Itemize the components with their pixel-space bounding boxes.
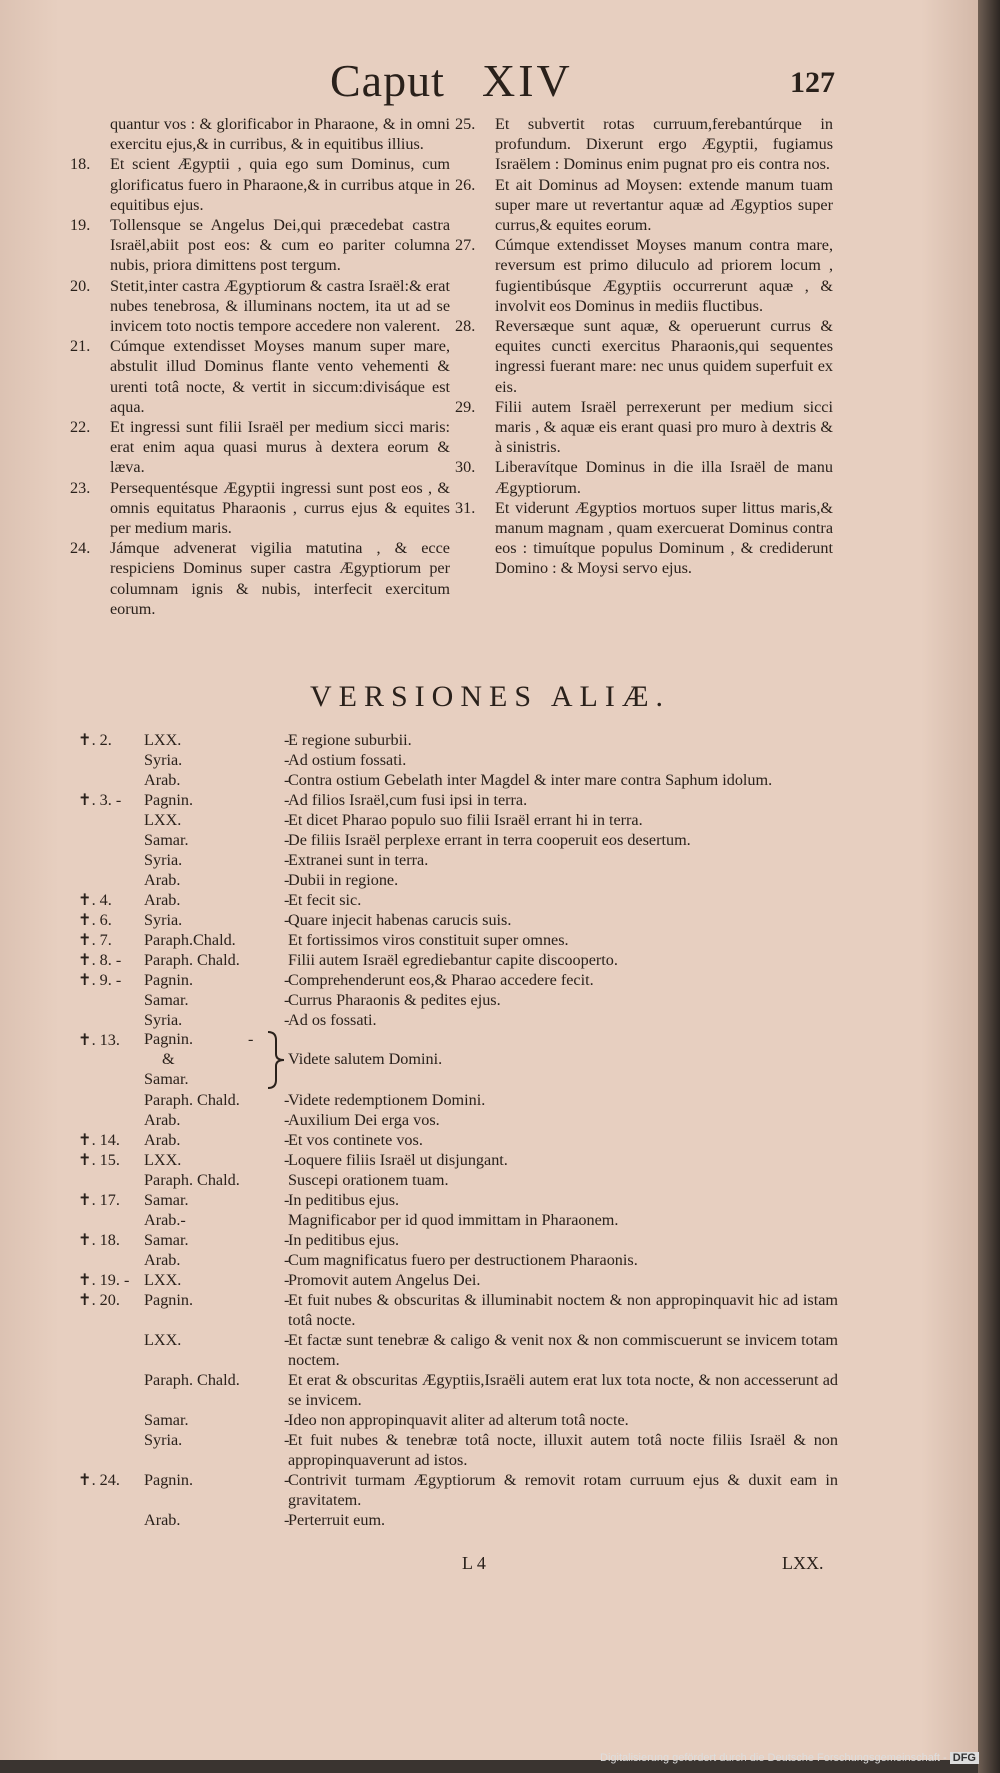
version-source: Arab. — [144, 771, 181, 789]
running-title: Caput — [330, 55, 445, 106]
version-source: Pagnin. — [144, 971, 194, 989]
verse-number: 30. — [455, 458, 476, 477]
version-dash: - — [284, 1331, 290, 1349]
version-source: Paraph. Chald. — [144, 951, 240, 969]
version-text: Et fuit nubes & tenebræ totâ nocte, illuxit autem totâ nocte filiis Israël & non appropinquaverunt ad istos. — [288, 1431, 838, 1469]
verse — [70, 478, 450, 539]
version-row — [78, 910, 838, 930]
version-dash: - — [284, 1111, 290, 1129]
verse-number: 23. — [70, 478, 91, 497]
version-row — [78, 1330, 838, 1370]
version-text: Dubii in regione. — [288, 871, 399, 889]
version-dash: - — [284, 1131, 290, 1149]
verse-text: Et scient Ægyptii , quia ego sum Dominus, cum glorificatus fuero in Pharaone,& in curribus atque in equitibus ejus. — [110, 155, 450, 214]
version-source: Arab. — [144, 1251, 181, 1269]
version-text: Perterruit eum. — [288, 1511, 386, 1529]
version-row — [78, 1150, 838, 1170]
verse — [70, 154, 450, 215]
version-source: Syria. — [144, 1431, 183, 1449]
version-source: Arab. — [144, 891, 181, 909]
verse-number: 20. — [70, 276, 91, 295]
credit-text: Digitalisierung gefördert durch die Deutsche Forschungsgemeinschaft - — [600, 1752, 947, 1764]
version-source: Arab. — [144, 871, 181, 889]
verse-number: 31. — [455, 498, 476, 517]
version-text: Ideo non appropinquavit aliter ad alterum totâ nocte. — [288, 1411, 629, 1429]
verse-ref: ✝. 20. — [78, 1291, 120, 1309]
version-text: Comprehenderunt eos,& Pharao accedere fecit. — [288, 971, 594, 989]
section-title: VERSIONES ALIÆ. — [309, 680, 670, 713]
verse-ref: ✝. 4. — [78, 891, 112, 909]
verse-ref: ✝. 17. — [78, 1191, 120, 1209]
verse-text: Reversæque sunt aquæ, & operuerunt currus & equites cuncti exercitus Pharaonis,qui sequentes ingressi fuerant mare: nec unus quidem superfuit ex eis. — [495, 317, 833, 396]
version-text: Videte salutem Domini. — [288, 1050, 443, 1068]
right-text-column — [455, 114, 833, 579]
version-row — [78, 1430, 838, 1470]
version-source: LXX. — [144, 1151, 182, 1169]
version-text: Auxilium Dei erga vos. — [288, 1111, 440, 1129]
digitization-credit — [600, 1752, 979, 1764]
version-source-amp: & — [162, 1050, 175, 1068]
version-text: Loquere filiis Israël ut disjungant. — [288, 1151, 508, 1169]
version-text: Quare injecit habenas carucis suis. — [288, 911, 512, 929]
version-text: E regione suburbii. — [288, 731, 412, 749]
verse-ref: ✝. 9. - — [78, 971, 122, 989]
verse-number: 28. — [455, 317, 476, 336]
verse — [70, 336, 450, 417]
chapter-numeral: XIV — [482, 55, 573, 106]
verse-ref: ✝. 15. — [78, 1151, 120, 1169]
verse-text: Et viderunt Ægyptios mortuos super littus maris,& manum magnam , quam exercuerat Dominus contra eos : timuítque populus Dominum , & crediderunt Domino : & Moysi servo ejus. — [495, 498, 833, 578]
version-source: Samar. — [144, 991, 189, 1009]
version-row — [78, 1190, 838, 1210]
version-dash: - — [284, 1471, 290, 1489]
version-dash: - — [284, 911, 290, 929]
version-dash: - — [284, 831, 290, 849]
verse-ref: ✝. 14. — [78, 1131, 120, 1149]
version-text: Et vos continete vos. — [288, 1131, 423, 1149]
version-source: Pagnin. — [144, 791, 194, 809]
version-source: Paraph.Chald. — [144, 931, 236, 949]
version-dash: - — [284, 971, 290, 989]
version-row — [78, 1110, 838, 1130]
version-dash: - — [284, 1011, 290, 1029]
version-dash: - — [284, 1271, 290, 1289]
verse-number: 25. — [455, 115, 476, 133]
version-source: Arab. — [144, 1111, 181, 1129]
page-number: 127 — [790, 66, 835, 99]
verse-ref: ✝. 6. — [78, 911, 112, 929]
verse-ref: ✝. 19. - — [78, 1271, 130, 1289]
version-source: Pagnin. — [144, 1030, 194, 1048]
verse-number: 22. — [70, 418, 91, 437]
verse — [455, 498, 833, 579]
verse-ref: ✝. 24. — [78, 1471, 120, 1489]
version-row — [78, 870, 838, 890]
verse-text: Stetit,inter castra Ægyptiorum & castra Israël:& erat nubes tenebrosa, & illuminans noctem, ita ut ad se invicem toto noctis tempore accedere non valerent. — [110, 276, 450, 336]
version-row — [78, 1290, 838, 1330]
version-row — [78, 770, 838, 790]
version-source: Samar. — [144, 831, 189, 849]
verse — [70, 417, 450, 478]
version-row — [78, 1010, 838, 1030]
verse-number: 21. — [70, 337, 91, 356]
version-dash: - — [284, 811, 290, 829]
version-text: De filiis Israël perplexe errant in terra cooperuit eos desertum. — [288, 831, 691, 849]
version-text: Filii autem Israël egrediebantur capite discooperto. — [288, 951, 618, 969]
version-source: Samar. — [144, 1231, 189, 1249]
version-row — [78, 1270, 838, 1290]
version-source: Arab. — [144, 1131, 181, 1149]
version-row — [78, 930, 838, 950]
verse-number: 19. — [70, 216, 91, 235]
dfg-logo: DFG — [950, 1752, 979, 1764]
version-row — [78, 830, 838, 850]
version-dash: - — [284, 1251, 290, 1269]
version-row — [78, 1250, 838, 1270]
version-dash: - — [284, 791, 290, 809]
version-source: Syria. — [144, 751, 183, 769]
verse — [455, 114, 833, 175]
version-row — [78, 890, 838, 910]
version-source: Syria. — [144, 911, 183, 929]
verse-ref: ✝. 13. — [78, 1031, 120, 1049]
page-header — [0, 54, 980, 114]
version-dash: - — [284, 771, 290, 789]
verse-text: Liberavítque Dominus in die illa Israël de manu Ægyptiorum. — [495, 458, 833, 497]
version-source: LXX. — [144, 1271, 182, 1289]
version-row — [78, 1470, 838, 1510]
verse-text: quantur vos : & glorificabor in Pharaone, & in omni exercitu ejus,& in curribus, & in equitibus illius. — [110, 115, 450, 154]
verse-ref: ✝. 7. — [78, 931, 112, 949]
verse-number: 24. — [70, 539, 91, 558]
version-row — [78, 1230, 838, 1250]
version-text: Contra ostium Gebelath inter Magdel & inter mare contra Saphum idolum. — [288, 771, 773, 789]
version-dash: - — [248, 1030, 254, 1048]
verse-text: Et ingressi sunt filii Israël per medium sicci maris: erat enim aqua quasi murus à dextera eorum & læva. — [110, 418, 450, 477]
version-text: Et erat & obscuritas Ægyptiis,Israëli autem erat lux tota nocte, & non accesserunt ad se invicem. — [288, 1371, 838, 1409]
verse-text: Jámque advenerat vigilia matutina , & ecce respiciens Dominus super castra Ægyptiorum per columnam ignis & nubis, interfecit exercitum eorum. — [110, 539, 450, 618]
version-row — [78, 990, 838, 1010]
version-dash: - — [284, 891, 290, 909]
version-text: Et fuit nubes & obscuritas & illuminabit noctem & non appropinquavit hic ad istam totâ nocte. — [288, 1291, 838, 1329]
version-row — [78, 1510, 838, 1530]
version-row — [78, 1370, 838, 1410]
version-source: Pagnin. — [144, 1471, 194, 1489]
verse-text: Persequentésque Ægyptii ingressi sunt post eos , & omnis equitatus Pharaonis , currus ejus & equites per medium maris. — [110, 478, 450, 538]
version-text: Magnificabor per id quod immittam in Pharaonem. — [288, 1211, 619, 1229]
version-dash: - — [284, 1291, 290, 1309]
verse-ref: ✝. 18. — [78, 1231, 120, 1249]
version-text: Currus Pharaonis & pedites ejus. — [288, 991, 501, 1009]
version-dash: - — [284, 1231, 290, 1249]
version-text: Et fortissimos viros constituit super omnes. — [288, 931, 569, 949]
version-text: Contrivit turmam Ægyptiorum & removit rotam curruum ejus & duxit eam in gravitatem. — [288, 1471, 838, 1509]
page-footer — [0, 1553, 980, 1583]
verse-ref: ✝. 8. - — [78, 951, 122, 969]
version-source: LXX. — [144, 1331, 182, 1349]
version-row — [78, 790, 838, 810]
catchword: LXX. — [782, 1553, 824, 1573]
version-source: LXX. — [144, 811, 182, 829]
verse — [70, 114, 450, 154]
verse — [455, 175, 833, 236]
versions-table — [78, 730, 838, 1530]
page-edge — [978, 0, 1000, 1773]
verse-number: 18. — [70, 155, 91, 174]
version-dash: - — [284, 1411, 290, 1429]
verse — [455, 316, 833, 397]
version-row — [78, 750, 838, 770]
version-dash: - — [284, 1091, 290, 1109]
version-row — [78, 850, 838, 870]
version-dash: - — [284, 1191, 290, 1209]
verse — [70, 538, 450, 619]
version-row — [78, 1210, 838, 1230]
version-text: Cum magnificatus fuero per destructionem Pharaonis. — [288, 1251, 638, 1269]
version-source: Paraph. Chald. — [144, 1371, 240, 1389]
version-dash: - — [284, 751, 290, 769]
verse-text: Tollensque se Angelus Dei,qui præcedebat castra Israël,abiit post eos: & cum eo pariter columna nubis, priora dimittens post tergum. — [110, 216, 450, 275]
version-source: Arab.- — [144, 1211, 186, 1229]
verse-text: Cúmque extendisset Moyses manum contra mare, reversum est primo diluculo ad priorem locum , fugientibúsque Ægyptiis occurrerunt aquæ , & involvit eos Dominus in mediis fluctibus. — [495, 236, 833, 315]
verse-text: Filii autem Israël perrexerunt per medium sicci maris , & aquæ eis erant quasi pro muro à dextris & à sinistris. — [495, 397, 833, 457]
version-source: Arab. — [144, 1511, 181, 1529]
version-source: Samar. — [144, 1411, 189, 1429]
verse-number: 27. — [455, 236, 476, 255]
version-text: Ad ostium fossati. — [288, 751, 407, 769]
version-text: Promovit autem Angelus Dei. — [288, 1271, 481, 1289]
verse-number: 29. — [455, 397, 476, 416]
verse-text: Cúmque extendisset Moyses manum super mare, abstulit illud Dominus flante vento vehementi & urenti totâ nocte, & vertit in siccum:divisáque est aqua. — [110, 337, 450, 416]
version-text: Extranei sunt in terra. — [288, 851, 429, 869]
version-dash: - — [284, 991, 290, 1009]
verse-ref: ✝. 3. - — [78, 791, 122, 809]
verse — [455, 397, 833, 458]
verse — [70, 215, 450, 276]
version-text: Videte redemptionem Domini. — [288, 1091, 486, 1109]
version-source: Samar. — [144, 1070, 189, 1088]
left-text-column — [70, 114, 450, 619]
version-source: Syria. — [144, 851, 183, 869]
version-text: Ad os fossati. — [288, 1011, 377, 1029]
version-text: Et fecit sic. — [288, 891, 362, 909]
verse — [70, 276, 450, 337]
version-row — [78, 970, 838, 990]
version-dash: - — [284, 1151, 290, 1169]
verse-text: Et subvertit rotas curruum,ferebantúrque in profundum. Dixerunt ergo Ægyptii, fugiamus Israëlem : Dominus enim pugnat pro eis contra nos. — [495, 115, 833, 174]
version-dash: - — [284, 1511, 290, 1529]
verse-text: Et ait Dominus ad Moysen: extende manum tuam super mare ut revertantur aquæ ad Ægyptios super currus,& equites eorum. — [495, 175, 833, 235]
verse — [455, 457, 833, 497]
version-dash: - — [284, 871, 290, 889]
version-row — [78, 1130, 838, 1150]
version-text: In peditibus ejus. — [288, 1191, 400, 1209]
verse-number: 26. — [455, 175, 476, 194]
verse-ref: ✝. 2. — [78, 731, 112, 749]
signature-mark: L 4 — [462, 1553, 486, 1573]
version-row — [78, 810, 838, 830]
version-row — [78, 1170, 838, 1190]
version-text: Ad filios Israël,cum fusi ipsi in terra. — [288, 791, 528, 809]
version-source: Samar. — [144, 1191, 189, 1209]
version-source: Syria. — [144, 1011, 183, 1029]
version-row — [78, 1090, 838, 1110]
version-dash: - — [284, 851, 290, 869]
version-dash: - — [284, 1431, 290, 1449]
version-row — [78, 950, 838, 970]
version-source: Pagnin. — [144, 1291, 194, 1309]
verse — [455, 235, 833, 316]
version-text: Et dicet Pharao populo suo filii Israël errant hi in terra. — [288, 811, 643, 829]
version-dash: - — [284, 731, 290, 749]
version-text: Suscepi orationem tuam. — [288, 1171, 449, 1189]
version-row — [78, 730, 838, 750]
version-text: In peditibus ejus. — [288, 1231, 400, 1249]
version-source: LXX. — [144, 731, 182, 749]
version-text: Et factæ sunt tenebræ & caligo & venit nox & non commiscuerunt se invicem totam noctem. — [288, 1331, 838, 1369]
brace-group — [78, 1030, 838, 1090]
version-row — [78, 1410, 838, 1430]
version-source: Paraph. Chald. — [144, 1091, 240, 1109]
version-source: Paraph. Chald. — [144, 1171, 240, 1189]
